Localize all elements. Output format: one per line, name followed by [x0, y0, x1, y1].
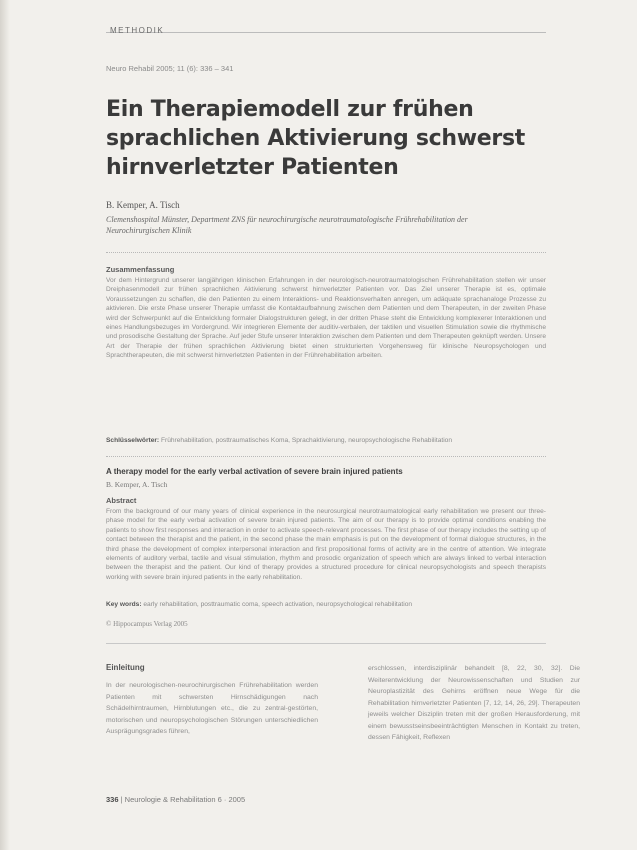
divider	[106, 252, 546, 253]
footer-journal: Neurologie & Rehabilitation 6 · 2005	[124, 795, 246, 804]
english-title: A therapy model for the early verbal activation of severe brain injured patients	[106, 467, 403, 476]
article-title: Ein Therapiemodell zur frühen sprachlichen Aktivierung schwerst hirnverletzter Patienten	[106, 97, 525, 180]
abstract-de-text: Vor dem Hintergrund unserer langjährigen klinischen Erfahrungen in der neurologisch-neurotraumatologischen Frührehabilitation stellen wir unser Dreiphasenmodell zur frühen sprachlichen Aktivierung schwerst hirnverletzter Patienten vor. Das Ziel unserer Therapie ist es, optimale Voraussetzungen zu schaffen, die den Patienten zu einem Interaktions- und Reaktionsverhalten anregen, um adäquate sprachanaloge Prozesse zu aktivieren. Die erste Phase unserer Therapie umfasst die Kontaktaufbahnung zwischen dem Patienten und dem Therapeuten, in der zweiten Phase wird der Schwerpunkt auf die Entwicklung formaler Dialogstrukturen gelegt, in der dritten Phase steht die Entwicklung komplexerer Interaktionen und eines Handlungsbezuges im Vordergrund. Wir integrieren Elemente der auditiv-verbalen, der taktilen und visuellen Stimulation sowie die rhythmische und prosodische Gestaltung der Sprache. Auf jeder Stufe unserer Interaktion zwischen dem Patienten und dem Therapeuten geknüpft werden. Unsere Art der Therapie der frühen sprachlichen Aktivierung bietet einen strukturierten Vorgehensweg für klinische Neuropsychologen und Sprachtherapeuten, die mit schwerst hirnverletzten Patienten in der Frührehabilitation arbeiten.	[106, 277, 546, 360]
section-header-bar	[106, 20, 546, 33]
body-column-right: erschlossen, interdisziplinär behandelt [8, 22, 30, 32]. Die Weiterentwicklung der Neurowissenschaften und Studien zur Neuroplastizität des Gehirns eröffnen neue Wege für die Rehabilitation hirnverletzter Patienten [7, 12, 14, 26, 29]. Therapeuten jeweils welcher Disziplin treten mit der großen Herausforderung, mit einem bewusstseinsbeeinträchtigten Menschen in Kontakt zu treten, dessen Fähigkeit, Reflexen	[368, 665, 580, 741]
scan-edge-shadow	[0, 0, 10, 850]
abstract-en-text: From the background of our many years of clinical experience in the neurosurgical neurotraumatological early rehabilitation we present our three-phase model for the early verbal activation of severe brain injured patients. The aim of our therapy is to provide optimal conditions enabling the patients to show first responses and interaction in order to activate speech-relevant processes. The first phase of our therapy includes the setting up of contact between the therapist and the patient, in the second phase the main emphasis is put on the development of formal dialogue structures, in the third phase the development of complex interpersonal interaction and first propositional forms of activity are in the centre of attention. We integrate elements of auditory verbal, tactile and visual stimulation, rhythm and prosodic organization of speech which are always linked to verbal interaction between the therapist and the patient. Our kind of therapy provides a structured procedure for clinical neuropsychologists and speech therapists working with severe brain injured patients in the early rehabilitation.	[106, 508, 546, 581]
copyright-notice: © Hippocampus Verlag 2005	[106, 620, 188, 628]
abstract-de-keywords	[106, 436, 546, 445]
article-authors: B. Kemper, A. Tisch	[106, 200, 180, 210]
keywords-en-label: Key words:	[106, 601, 142, 608]
keywords-en-text: early rehabilitation, posttraumatic coma, speech activation, neuropsychological rehabilitation	[143, 601, 413, 608]
page-number: 336	[106, 795, 119, 804]
footer-separator: |	[120, 795, 125, 804]
abstract-de-heading: Zusammenfassung	[106, 265, 175, 274]
abstract-en-heading: Abstract	[106, 496, 137, 505]
abstract-en-keywords	[106, 600, 546, 609]
keywords-de-label: Schlüsselwörter:	[106, 437, 160, 444]
article-affiliation: Clemenshospital Münster, Department ZNS für neurochirurgische neurotraumatologische Frührehabilitation der Neurochirurgischen Klinik	[106, 215, 468, 235]
journal-citation: Neuro Rehabil 2005; 11 (6): 336 – 341	[106, 64, 234, 73]
section-heading-einleitung: Einleitung	[106, 663, 145, 672]
section-label: METHODIK	[110, 26, 165, 35]
english-authors: B. Kemper, A. Tisch	[106, 480, 168, 489]
body-column-left: In der neurologischen-neurochirurgischen Frührehabilitation werden Patienten mit schwersten Hirnschädigungen nach Schädelhirntraumen, Hirnblutungen etc., die zu zentral-gestörten, motorischen und neuropsychologischen Störungen unterschiedlichen Ausprägungsgrades führen,	[106, 682, 318, 735]
divider	[106, 456, 546, 457]
page-footer	[106, 795, 245, 804]
divider	[106, 643, 546, 644]
keywords-de-text: Frührehabilitation, posttraumatisches Koma, Sprachaktivierung, neuropsychologische Rehabilitation	[160, 437, 453, 444]
